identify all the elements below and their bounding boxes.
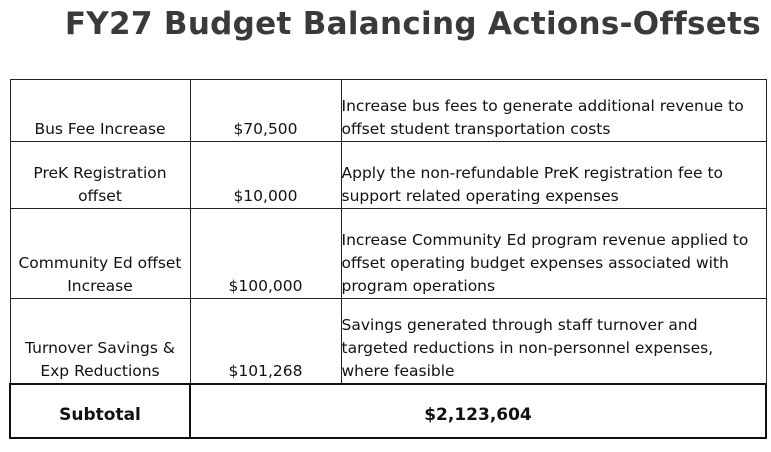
- subtotal-amount: $2,123,604: [190, 384, 766, 438]
- amount-cell: $10,000: [190, 142, 341, 209]
- table-row: [10, 299, 766, 384]
- amount-cell: $101,268: [190, 299, 341, 384]
- action-cell: Bus Fee Increase: [10, 80, 190, 142]
- action-cell: PreK Registration offset: [10, 142, 190, 209]
- budget-table: [9, 79, 767, 439]
- table-row: [10, 209, 766, 299]
- page-title: FY27 Budget Balancing Actions-Offsets: [64, 6, 761, 42]
- amount-cell: $100,000: [190, 209, 341, 299]
- action-cell: Turnover Savings & Exp Reductions: [10, 299, 190, 384]
- description-cell: Increase bus fees to generate additional revenue to offset student transportation costs: [341, 80, 766, 142]
- table-row: [10, 142, 766, 209]
- subtotal-row: [10, 384, 766, 438]
- description-cell: Apply the non-refundable PreK registration fee to support related operating expenses: [341, 142, 766, 209]
- table-row: [10, 80, 766, 142]
- description-cell: Increase Community Ed program revenue applied to offset operating budget expenses associated with program operations: [341, 209, 766, 299]
- amount-cell: $70,500: [190, 80, 341, 142]
- subtotal-label: Subtotal: [10, 384, 190, 438]
- description-cell: Savings generated through staff turnover and targeted reductions in non-personnel expenses, where feasible: [341, 299, 766, 384]
- action-cell: Community Ed offset Increase: [10, 209, 190, 299]
